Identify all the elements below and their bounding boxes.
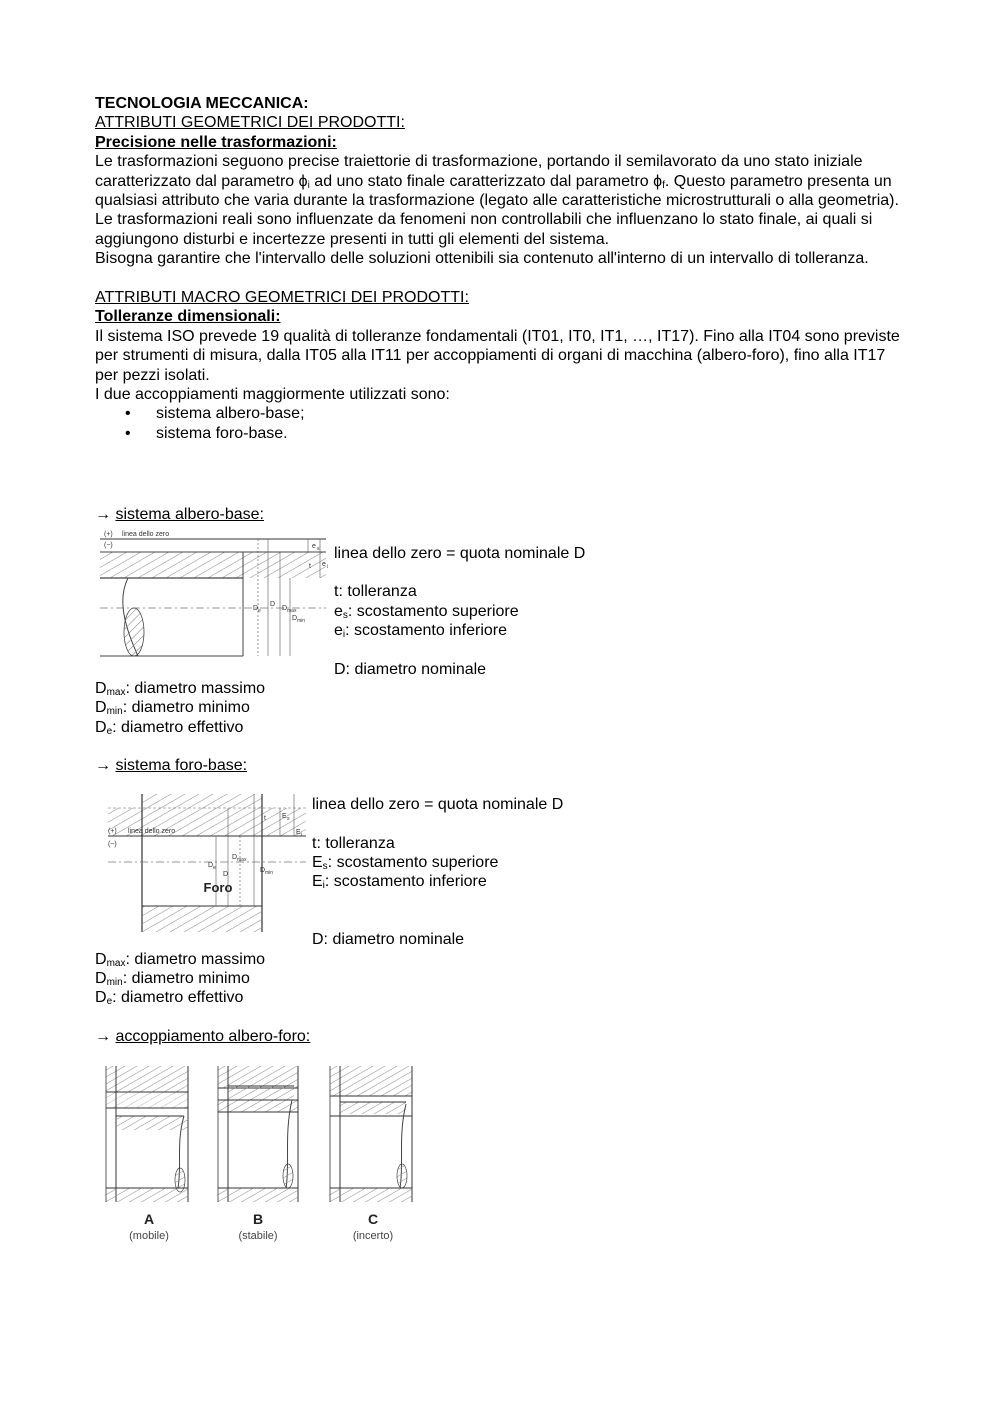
- dmax-subscript: max: [287, 608, 297, 614]
- arrow-icon: →: [95, 757, 111, 774]
- subscript: e: [106, 996, 113, 1007]
- foro-def-dmax: [95, 950, 265, 969]
- subscript: i: [322, 880, 325, 891]
- d-symbol: D: [270, 601, 276, 608]
- definition: : scostamento inferiore: [345, 622, 507, 639]
- es-symbol: e: [312, 543, 316, 550]
- subscript: f: [662, 179, 665, 191]
- panel-letter: A: [143, 1211, 155, 1227]
- coupling-panel-c: [330, 1066, 412, 1242]
- definition: : scostamento inferiore: [324, 873, 487, 890]
- albero-es: [334, 602, 519, 621]
- symbol: D: [95, 989, 107, 1006]
- ei-subscript: i: [327, 564, 329, 570]
- t-symbol: t: [309, 563, 311, 570]
- foro-nominal: D: diametro nominale: [312, 931, 465, 948]
- plus-sign: (+): [108, 828, 117, 835]
- subscript: min: [106, 977, 123, 988]
- foro-heading-text: sistema foro-base:: [115, 757, 248, 774]
- definition: : diametro massimo: [125, 951, 266, 968]
- coupling-panel-a: [106, 1066, 188, 1242]
- panel-note: (incerto): [352, 1230, 394, 1242]
- symbol: e: [334, 603, 343, 620]
- coupling-diagram: [104, 1064, 416, 1246]
- plus-sign: (+): [104, 531, 113, 538]
- subscript: min: [106, 706, 123, 717]
- foro-label: Foro: [203, 880, 233, 895]
- albero-def-dmin: [95, 698, 250, 717]
- albero-def-de: [95, 718, 243, 737]
- subscript: e: [106, 726, 113, 737]
- ei-symbol: e: [322, 561, 326, 568]
- symbol: E: [312, 873, 323, 890]
- de-symbol: D: [253, 605, 259, 612]
- subsection-heading-precision: Precisione nelle trasformazioni:: [95, 133, 337, 151]
- zero-line-label: linea dello zero: [122, 531, 170, 538]
- panel-letter: B: [252, 1211, 264, 1227]
- paragraph-tolerance-interval: Bisogna garantire che l'intervallo delle soluzioni ottenibili sia contenuto all'interno di un intervallo di tolleranza.: [95, 250, 869, 268]
- section-heading-macro: ATTRIBUTI MACRO GEOMETRICI DEI PRODOTTI:: [95, 289, 469, 307]
- dmax-subscript: max: [237, 857, 247, 863]
- arrow-icon: →: [95, 506, 111, 523]
- t-symbol: t: [264, 815, 266, 822]
- paragraph-part: . Questo parametro presenta un qualsiasi attributo che varia durante la trasformazione (legato alle caratteristiche microstrutturali o alla geometria).: [95, 172, 899, 210]
- list-item: • sistema albero-base;: [95, 404, 905, 423]
- dmin-symbol: D: [260, 867, 266, 874]
- definition: : diametro effettivo: [112, 719, 244, 736]
- paragraph-couplings: I due accoppiamenti maggiormente utilizzati sono:: [95, 386, 450, 404]
- foro-base-diagram: [104, 792, 310, 935]
- definition: : diametro effettivo: [112, 989, 244, 1006]
- symbol: e: [334, 622, 343, 639]
- albero-ei: [334, 621, 507, 640]
- subscript: max: [106, 958, 126, 969]
- paragraph-part: ad uno stato finale caratterizzato dal parametro ϕ: [309, 172, 663, 190]
- document-title: TECNOLOGIA MECCANICA:: [95, 95, 309, 112]
- albero-heading: [95, 505, 264, 524]
- foro-ei: [312, 872, 487, 891]
- minus-sign: (−): [104, 542, 113, 549]
- panel-note: (mobile): [129, 1230, 169, 1242]
- subscript: s: [342, 610, 348, 621]
- de-subscript: e: [213, 865, 216, 871]
- albero-heading-text: sistema albero-base:: [115, 506, 264, 523]
- coupling-heading-text: accoppiamento albero-foro:: [115, 1028, 311, 1045]
- de-subscript: e: [258, 608, 261, 614]
- paragraph-iso-system: Il sistema ISO prevede 19 qualità di tolleranze fondamentali (IT01, IT0, IT1, …, IT17). Fino alla IT04 sono previste per strumenti di misura, dalla IT05 alla IT11 per accoppiamenti di organi di macchina (albero-foro), fino alla IT17 per pezzi isolati.: [95, 327, 900, 384]
- symbol: D: [95, 970, 107, 987]
- arrow-icon: →: [95, 1028, 111, 1045]
- zero-line-label: linea dello zero: [128, 828, 176, 835]
- paragraph-trajectories: [95, 152, 905, 210]
- subsection-heading-tolerances: Tolleranze dimensionali:: [95, 308, 281, 326]
- albero-tolerance: t: tolleranza: [334, 583, 417, 600]
- foro-heading: [95, 756, 247, 775]
- foro-def-dmin: [95, 969, 250, 988]
- dmax-symbol: D: [232, 854, 238, 861]
- symbol: D: [95, 719, 107, 736]
- dmin-subscript: min: [297, 618, 306, 624]
- es-subscript: s: [317, 546, 320, 552]
- coupling-list: [95, 404, 905, 443]
- section-heading-geometric: ATTRIBUTI GEOMETRICI DEI PRODOTTI:: [95, 114, 405, 132]
- es-subscript: s: [287, 816, 290, 822]
- foro-tolerance: t: tolleranza: [312, 835, 395, 852]
- dmin-symbol: D: [292, 615, 298, 622]
- de-symbol: D: [208, 862, 214, 869]
- dmax-symbol: D: [282, 605, 288, 612]
- definition: : scostamento superiore: [327, 854, 499, 871]
- d-symbol: D: [223, 871, 229, 878]
- paragraph-real-transformations: Le trasformazioni reali sono influenzate da fenomeni non controllabili che influenzano lo stato finale, ai quali si aggiungono disturbi e incertezze presenti in tutti gli elementi del sistema.: [95, 211, 873, 248]
- symbol: D: [95, 699, 107, 716]
- foro-def-de: [95, 988, 243, 1007]
- subscript: i: [342, 629, 346, 640]
- symbol: E: [312, 854, 323, 871]
- subscript: max: [106, 687, 126, 698]
- dmin-subscript: min: [265, 870, 274, 876]
- minus-sign: (−): [108, 841, 117, 848]
- foro-zero-line: linea dello zero = quota nominale D: [312, 796, 564, 813]
- panel-note: (stabile): [238, 1230, 278, 1242]
- definition: : scostamento superiore: [347, 603, 519, 620]
- coupling-panel-b: [218, 1066, 298, 1242]
- foro-es: [312, 853, 498, 872]
- subscript: i: [307, 179, 310, 191]
- albero-nominal: D: diametro nominale: [334, 661, 487, 678]
- symbol: D: [95, 680, 107, 697]
- albero-base-diagram: [98, 528, 330, 660]
- es-symbol: E: [282, 813, 287, 820]
- paragraph-part: Le trasformazioni seguono precise traiettorie di trasformazione, portando il semilavorato da uno stato iniziale caratterizzato dal parametro ϕ: [95, 153, 863, 190]
- subscript: s: [322, 861, 328, 872]
- coupling-heading: [95, 1027, 310, 1046]
- albero-def-dmax: [95, 679, 265, 698]
- symbol: D: [95, 951, 107, 968]
- page-body: [95, 94, 905, 443]
- definition: : diametro minimo: [122, 970, 250, 987]
- definition: : diametro massimo: [125, 680, 266, 697]
- list-item: • sistema foro-base.: [95, 424, 905, 443]
- albero-zero-line: linea dello zero = quota nominale D: [334, 545, 586, 562]
- ei-subscript: i: [301, 832, 303, 838]
- definition: : diametro minimo: [122, 699, 250, 716]
- ei-symbol: E: [296, 829, 301, 836]
- panel-letter: C: [367, 1211, 379, 1227]
